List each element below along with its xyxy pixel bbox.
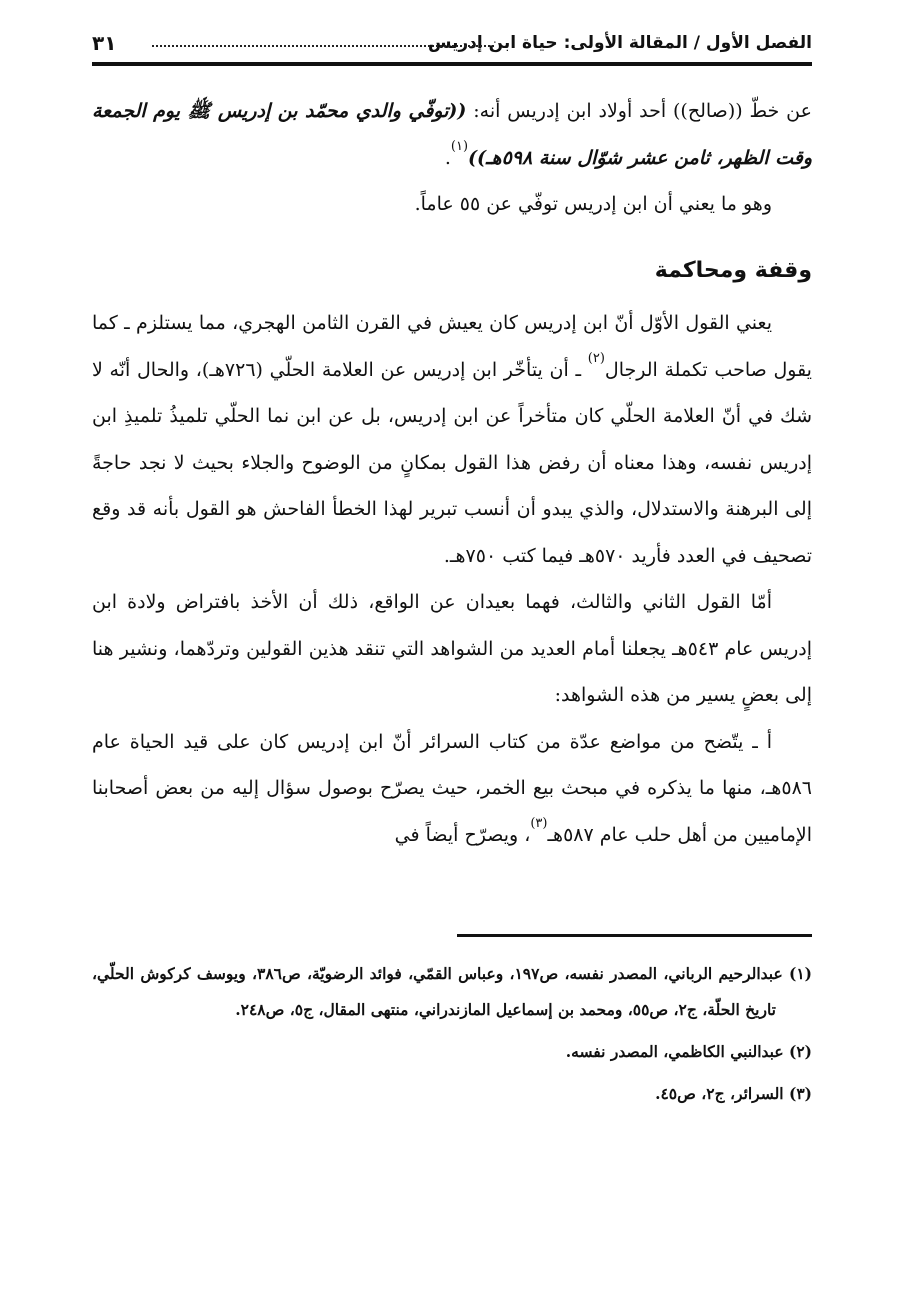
dotted-leader (152, 45, 494, 47)
main-text (92, 88, 812, 858)
running-title: الفصل الأول / المقالة الأولى: حياة ابن إدريس (427, 33, 812, 53)
paragraph-3-part-b: ـ أن يتأخّر ابن إدريس عن العلامة الحلّي (٧٢٦هـ)، والحال أنّه لا شك في أنّ العلامة الحلّي كان متأخراً عن ابن إدريس، بل عن ابن نما الحلّي تلميذُ تلميذِ ابن إدريس نفسه، وهذا معناه أن رفض هذا القول بمكانٍ من الوضوح والجلاء بحيث لا نجد حاجةً إلى البرهنة والاستدلال، والذي يبدو أن أنسب تبرير لهذا الخطأ الفاحش هو القول بأنه قد وقع تصحيف في العدد فأريد ٥٧٠هـ فيما كتب ٧٥٠هـ. (92, 358, 812, 567)
paragraph-1-quote: ((توفّي والدي محمّد بن إدريس ﷺ يوم الجمعة وقت الظهر، ثامن عشر شوّال سنة ٥٩٨هـ)) (92, 100, 812, 169)
page-number: ٣١ (92, 31, 117, 55)
paragraph-5-part-a: أ ـ يتّضح من مواضع عدّة من كتاب السرائر أنّ ابن إدريس كان على قيد الحياة عام ٥٨٦هـ، منها ما يذكره في مبحث بيع الخمر، حيث يصرّح بوصول سؤال إليه من بعض أصحابنا الإماميين من أهل حلب عام ٥٨٧هـ (92, 730, 812, 846)
paragraph-1 (92, 88, 812, 181)
footnote-ref-1[interactable]: (١) (450, 138, 469, 154)
footnote-ref-3[interactable]: (٣) (530, 815, 548, 831)
paragraph-1-lead: عن خطّ ((صالح)) أحد أولاد ابن إدريس أنه: (466, 100, 812, 122)
footnotes (92, 956, 812, 1118)
paragraph-5-part-b: ، ويصرّح أيضاً في (394, 823, 531, 846)
paragraph-4: أمّا القول الثاني والثالث، فهما بعيدان عن الواقع، ذلك أن الأخذ بافتراض ولادة ابن إدريس عام ٥٤٣هـ يجعلنا أمام العديد من الشواهد التي تنقد هذين القولين وتردّهما، ونشير هنا إلى بعضٍ يسير من هذه الشواهد: (92, 591, 812, 706)
paragraph-2: وهو ما يعني أن ابن إدريس توفّي عن ٥٥ عاماً. (414, 193, 772, 215)
footnote-1: (١) عبدالرحيم الرباني، المصدر نفسه، ص١٩٧، وعباس القمّي، فوائد الرضويّة، ص٣٨٦، ويوسف كركوش الحلّي، تاريخ الحلّة، ج٢، ص٥٥، ومحمد بن إسماعيل المازندراني، منتهى المقال، ج٥، ص٢٤٨. (92, 964, 812, 1019)
paragraph-5 (92, 719, 812, 859)
footnote-3: (٣) السرائر، ج٢، ص٤٥. (655, 1084, 812, 1103)
header-rule (92, 62, 812, 66)
paragraph-3-part-a: يعني القول الأوّل أنّ ابن إدريس كان يعيش في القرن الثامن الهجري، مما يستلزم ـ كما يقول صاحب تكملة الرجال (92, 312, 812, 381)
footnote-2: (٢) عبدالنبي الكاظمي، المصدر نفسه. (565, 1042, 812, 1061)
footnote-ref-2[interactable]: (٢) (587, 350, 605, 366)
section-heading: وقفة ومحاكمة (654, 257, 812, 283)
paragraph-1-end: . (444, 146, 451, 169)
footnote-rule (457, 934, 812, 937)
paragraph-3 (92, 300, 812, 579)
running-header (92, 24, 812, 62)
